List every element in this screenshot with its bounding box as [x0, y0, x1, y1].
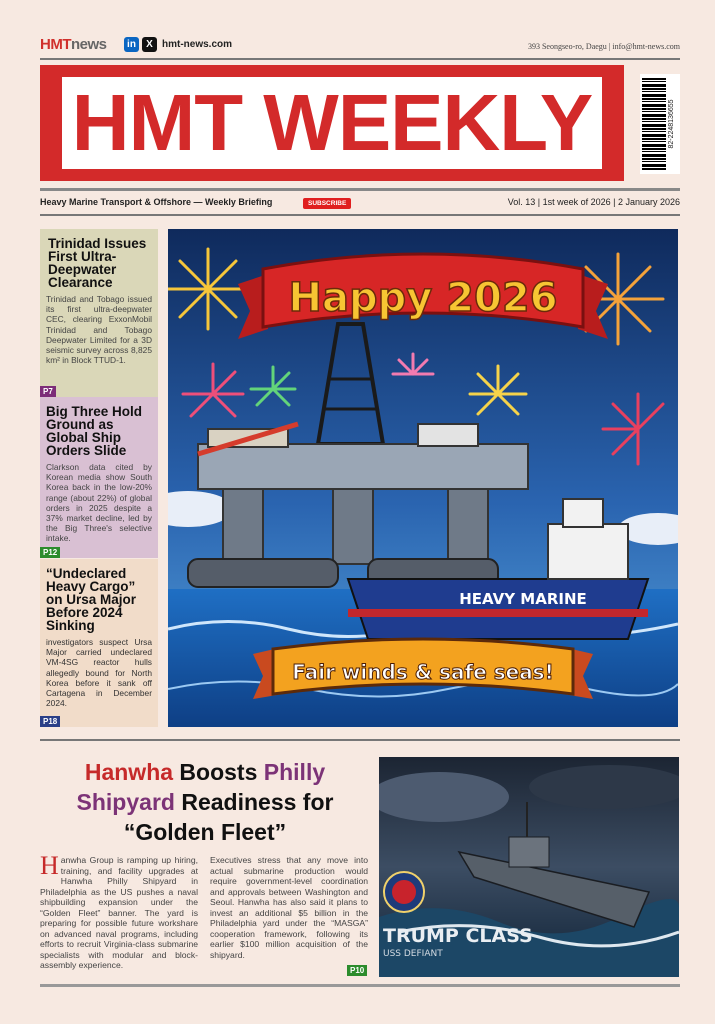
sidebar-story-trinidad[interactable]: [40, 229, 158, 397]
subscribe-button[interactable]: SUBSCRIBE: [303, 198, 351, 209]
feature-headline[interactable]: Hanwha Boosts Philly Shipyard Readiness for “Golden Fleet”: [76, 759, 334, 845]
barcode-number: 82-2248136655: [668, 99, 675, 149]
feature-photo: [379, 757, 679, 977]
photo-subtitle: USS DEFIANT: [383, 949, 443, 959]
hero-illustration: [168, 229, 678, 727]
page-tag[interactable]: P10: [347, 965, 367, 976]
ribbon-text: Fair winds & safe seas!: [292, 660, 554, 684]
page-tag[interactable]: P12: [40, 547, 60, 558]
story-body: Clarkson data cited by Korean media show South Korea back in the low-20% range (about 22%) of global orders in 2025 despite a 37% market decline, led by the Big Three's selective intake.: [46, 462, 152, 544]
sidebar-story-ursa-major[interactable]: [40, 559, 158, 727]
hero-rule: [40, 739, 680, 741]
top-bar: [40, 34, 680, 56]
page-tag[interactable]: P18: [40, 716, 60, 727]
sidebar-story-big-three[interactable]: [40, 397, 158, 558]
story-body: investigators suspect Ursa Major carried undeclared VM-4SG reactor hulls allegedly bound for North Korea before it sank off Cartagena in December 2024.: [46, 637, 152, 709]
issue-info: Vol. 13 | 1st week of 2026 | 2 January 2026: [507, 197, 680, 207]
barcode-bars-icon: [642, 78, 666, 170]
subheader-rule: [40, 214, 680, 216]
linkedin-icon[interactable]: in: [124, 37, 139, 52]
photo-title: TRUMP CLASS: [383, 925, 533, 947]
masthead-title: HMT WEEKLY: [71, 78, 593, 167]
ship-name: HEAVY MARINE: [459, 590, 587, 608]
hmt-news-logo[interactable]: HMTnews: [40, 36, 107, 53]
site-link[interactable]: hmt-news.com: [162, 39, 233, 50]
story-headline: Trinidad Issues First Ultra-Deepwater Clearance: [48, 236, 147, 290]
bottom-rule: [40, 984, 680, 987]
page-tag[interactable]: P7: [40, 386, 56, 397]
masthead: [40, 65, 624, 181]
feature-column-1: Hanwha Group is ramping up hiring, training, and facility upgrades at Hanwha Philly Shipyard in Philadelphia as the US pushes a naval shipbuilding expansion under the “Golden Fleet” banner. The yard is preparing for possible future workshare on advanced naval programs, including efforts to recruit Virginia-class submarine specialists with modular and block-assembly experience.: [40, 851, 198, 970]
story-headline: “Undeclared Heavy Cargo” on Ursa Major Before 2024 Sinking: [46, 566, 137, 633]
drop-cap: H: [40, 851, 59, 880]
tagline: Heavy Marine Transport & Offshore — Weekly Briefing: [40, 197, 273, 207]
barcode: [640, 74, 680, 174]
top-rule: [40, 58, 680, 60]
trump-class-emblem: [384, 872, 424, 912]
story-headline: Big Three Hold Ground as Global Ship Orders Slide: [46, 404, 143, 458]
x-icon[interactable]: X: [142, 37, 157, 52]
story-body: Trinidad and Tobago issued its first ultra-deepwater CEC, clearing ExxonMobil Trinidad and Tobago Deepwater Limited for a 3D seismic survey across 8,825 km² in Block TTUD-1.: [46, 294, 152, 366]
banner-text: Happy 2026: [288, 275, 558, 321]
masthead-rule: [40, 188, 680, 191]
feature-column-2: Executives stress that any move into actual submarine production would require government-level coordination and approvals between Washington and Seoul. Hanwha has also said it plans to invest an additional $5 billion in the Philadelphia yard under the “MASGA” cooperation framework, following its earlier $100 million acquisition of the shipyard.: [210, 855, 368, 960]
address-contact: 393 Seongseo-ro, Daegu | info@hmt-news.com: [527, 42, 680, 51]
